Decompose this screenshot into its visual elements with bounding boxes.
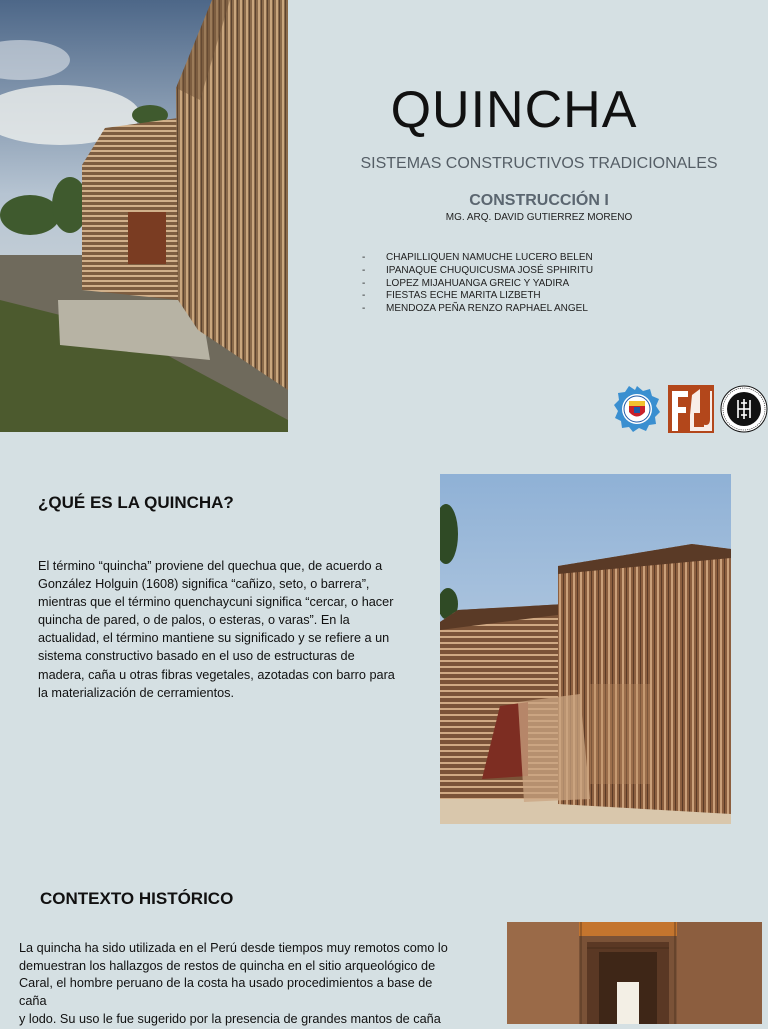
- bullet: -: [362, 252, 366, 263]
- section-paragraph-what: El término “quincha” proviene del quechua que, de acuerdo a González Holguin (1608) significa “cañizo, seto, o barrera”, mientras que el término quenchaycuni significa “cercar, o hacer quincha de pared, o de palos, o esteras, o varas”. En la actualidad, el término mantiene su significado y se refiere a un sistema constructivo basado en el uso de estructuras de madera, caña u otras fibras vegetales, azotadas con barro para la materialización de cerramientos.: [38, 559, 395, 700]
- member-name: MENDOZA PEÑA RENZO RAPHAEL ANGEL: [386, 303, 588, 315]
- list-item: [362, 290, 593, 303]
- list-item: [362, 252, 593, 265]
- institute-seal-logo: [720, 385, 768, 433]
- list-item: [362, 278, 593, 291]
- cover-building-photo: [0, 0, 288, 432]
- university-logo: [612, 385, 662, 433]
- list-item: [362, 303, 593, 316]
- member-name: CHAPILLIQUEN NAMUCHE LUCERO BELEN: [386, 252, 593, 263]
- section-heading-history: CONTEXTO HISTÓRICO: [40, 889, 234, 908]
- interior-corridor-photo: [507, 922, 762, 1024]
- list-item: [362, 265, 593, 278]
- quincha-building-photo: [440, 474, 731, 824]
- fau-logo: [668, 385, 714, 433]
- course-name: CONSTRUCCIÓN I: [469, 192, 609, 209]
- subtitle: SISTEMAS CONSTRUCTIVOS TRADICIONALES: [360, 155, 718, 172]
- bullet: -: [362, 264, 366, 276]
- bullet: -: [362, 303, 366, 315]
- paragraph-line: Caral, el hombre peruano de la costa ha usado procedimientos a base de: [19, 976, 433, 991]
- page-title: QUINCHA: [390, 81, 638, 139]
- member-name: LOPEZ MIJAHUANGA GREIC Y YADIRA: [386, 277, 570, 289]
- member-name: IPANAQUE CHUQUICUSMA JOSÉ SPHIRITU: [386, 264, 594, 276]
- bullet: -: [362, 290, 366, 302]
- section-heading-what: ¿QUÉ ES LA QUINCHA?: [38, 493, 234, 512]
- members-list: [362, 252, 593, 316]
- section-paragraph-history: [19, 940, 489, 1029]
- bullet: -: [362, 277, 366, 289]
- paragraph-line: y lodo. Su uso le fue sugerido por la presencia de grandes mantos de caña: [19, 1011, 441, 1026]
- paragraph-line: demuestran los hallazgos de restos de quincha en el sitio arqueológico de: [19, 958, 436, 973]
- paragraph-line: caña: [19, 994, 47, 1009]
- member-name: FIESTAS ECHE MARITA LIZBETH: [386, 290, 541, 302]
- paragraph-line: La quincha ha sido utilizada en el Perú desde tiempos muy remotos como lo: [19, 941, 448, 955]
- professor-name: MG. ARQ. DAVID GUTIERREZ MORENO: [445, 212, 633, 223]
